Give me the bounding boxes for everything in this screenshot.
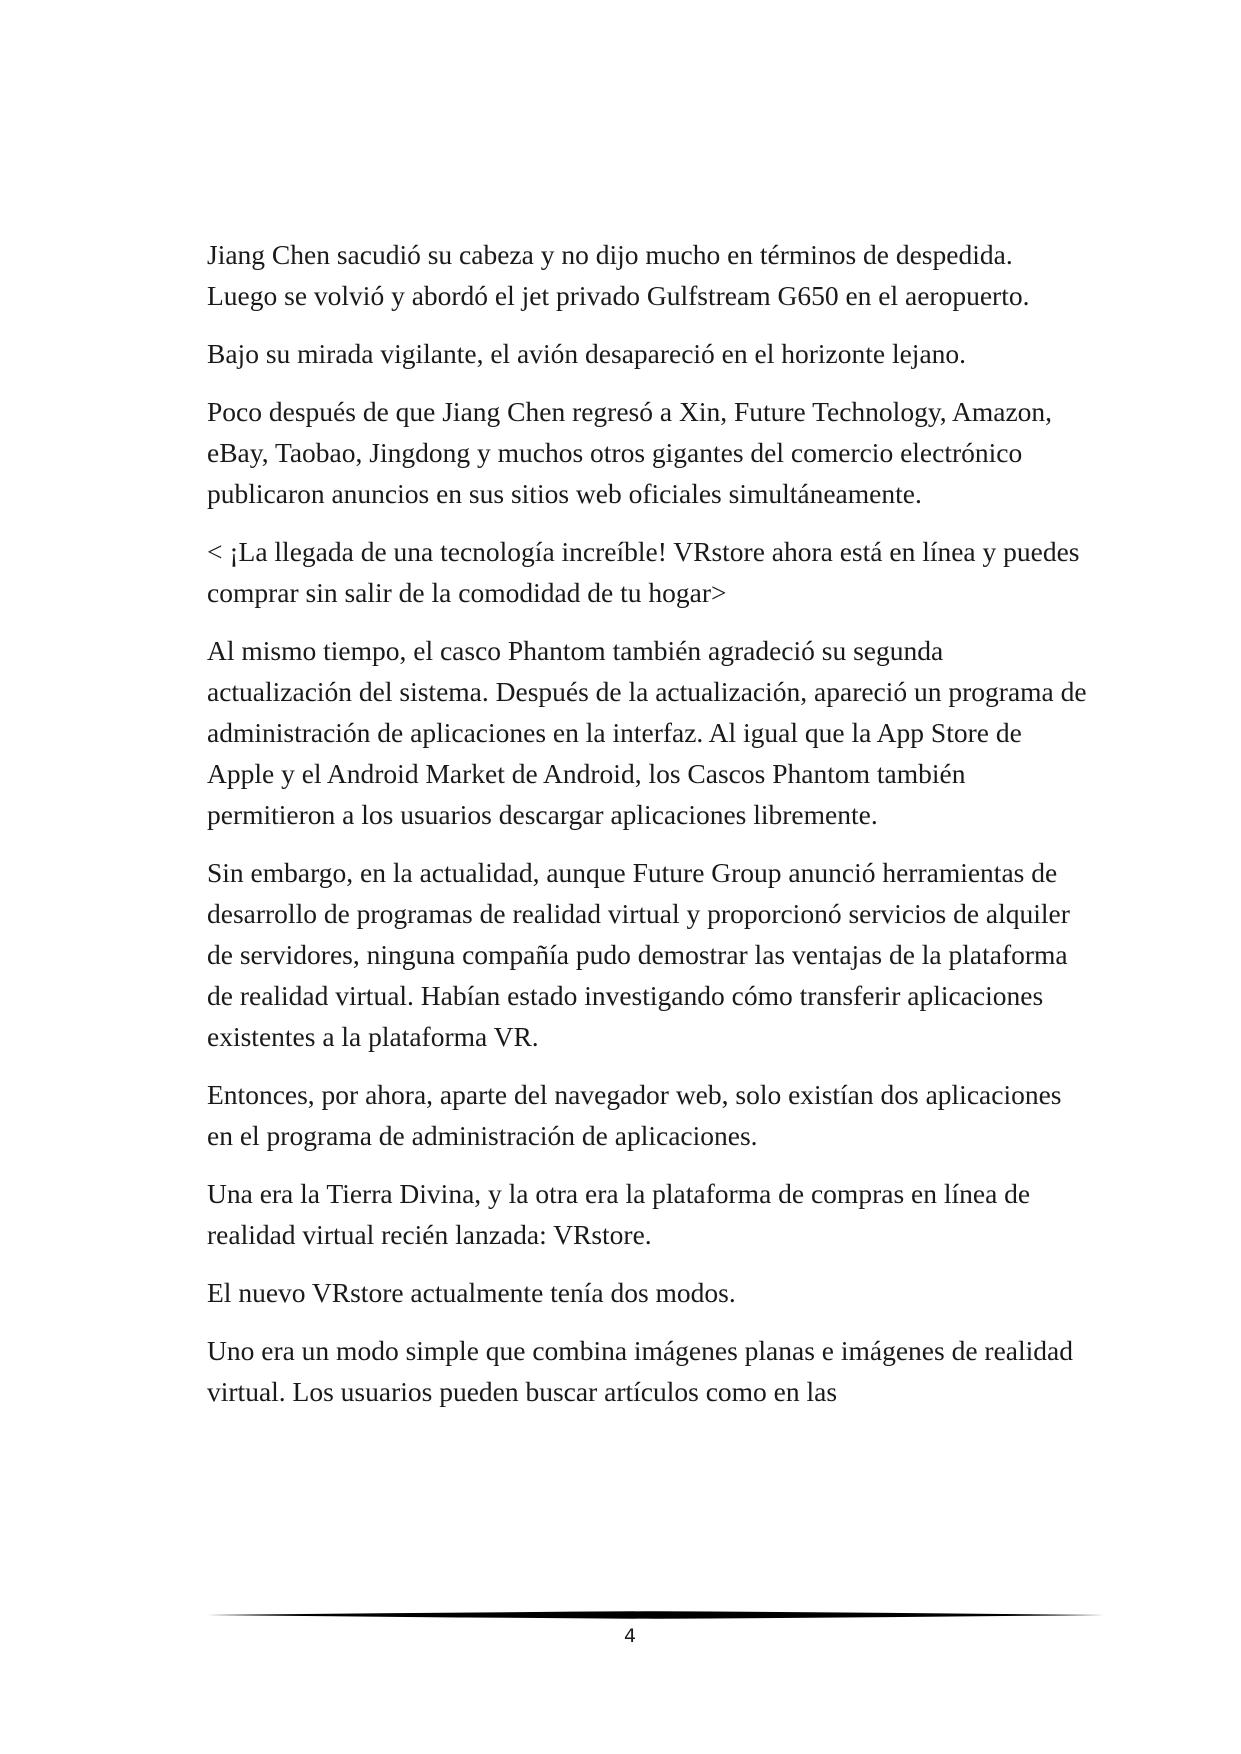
- paragraph-6: Sin embargo, en la actualidad, aunque Future Group anunció herramientas de desarrollo de programas de realidad virtual y proporcionó servicios de alquiler de servidores, ninguna compañía pudo demostrar las ventajas de la plataforma de realidad virtual. Habían estado investigando cómo transferir aplicaciones existentes a la plataforma VR.: [207, 857, 1070, 1052]
- paragraph-7: Entonces, por ahora, aparte del navegador web, solo existían dos aplicaciones en el programa de administración de aplicaciones.: [207, 1079, 1062, 1151]
- paragraph-5: Al mismo tiempo, el casco Phantom también agradeció su segunda actualización del sistema. Después de la actualización, apareció un programa de administración de aplicaciones en la interfaz. Al igual que la App Store de Apple y el Android Market de Android, los Cascos Phantom también permitieron a los usuarios descargar aplicaciones libremente.: [207, 635, 1087, 830]
- footer-divider: [207, 1608, 1105, 1622]
- page-number: 4: [623, 1625, 637, 1647]
- paragraph-3: Poco después de que Jiang Chen regresó a Xin, Future Technology, Amazon, eBay, Taobao, Jingdong y muchos otros gigantes del comercio electrónico publicaron anuncios en sus sitios web oficiales simultáneamente.: [207, 396, 1053, 509]
- paragraph-1: Jiang Chen sacudió su cabeza y no dijo mucho en términos de despedida. Luego se volvió y abordó el jet privado Gulfstream G650 en el aeropuerto.: [207, 239, 1030, 311]
- paragraph-2: Bajo su mirada vigilante, el avión desapareció en el horizonte lejano.: [207, 338, 967, 369]
- paragraph-4: < ¡La llegada de una tecnología increíble! VRstore ahora está en línea y puedes comprar sin salir de la comodidad de tu hogar>: [207, 536, 1080, 608]
- body-text: [207, 234, 1087, 1429]
- paragraph-9: El nuevo VRstore actualmente tenía dos modos.: [207, 1277, 736, 1308]
- paragraph-10: Uno era un modo simple que combina imágenes planas e imágenes de realidad virtual. Los usuarios pueden buscar artículos como en las: [207, 1335, 1073, 1407]
- paragraph-8: Una era la Tierra Divina, y la otra era la plataforma de compras en línea de realidad virtual recién lanzada: VRstore.: [207, 1178, 1031, 1250]
